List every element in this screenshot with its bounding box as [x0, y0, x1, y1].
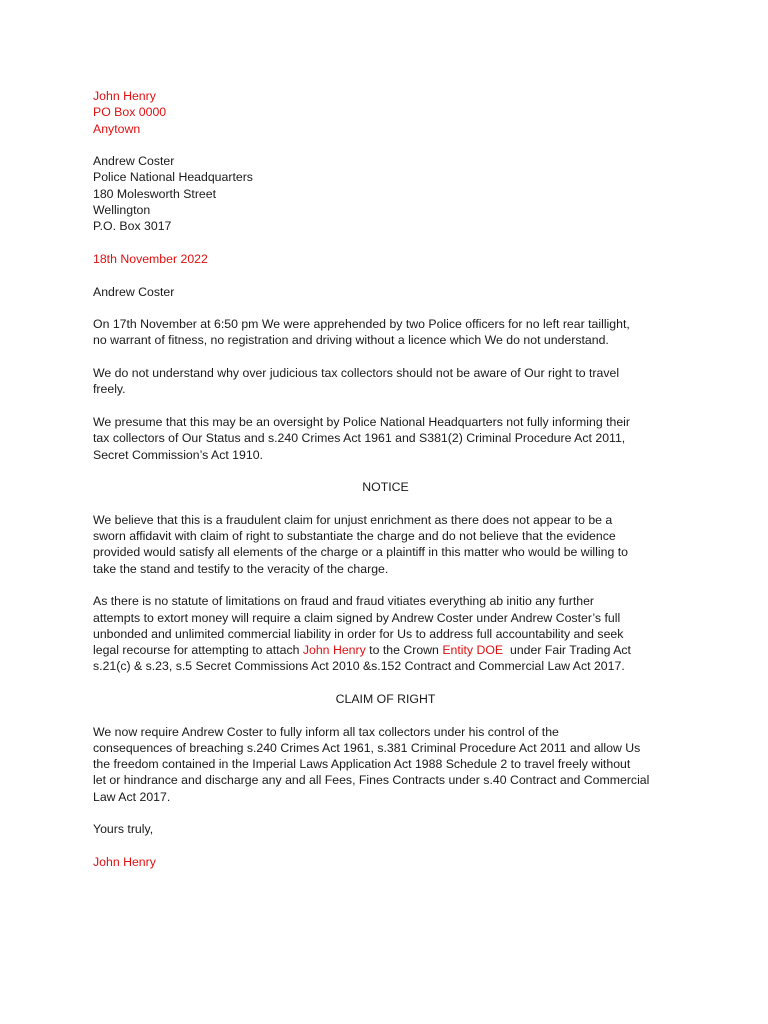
- paragraph-right-to-travel: [93, 365, 678, 398]
- paragraph-line: no warrant of fitness, no registration and driving without a licence which We do not understand.: [93, 333, 609, 348]
- paragraph-line: We presume that this may be an oversight by Police National Headquarters not fully informing their: [93, 414, 631, 429]
- paragraph-line-mixed: [93, 642, 678, 658]
- text-fragment: to the Crown: [365, 643, 443, 658]
- paragraph-line: tax collectors of Our Status and s.240 Crimes Act 1961 and S381(2) Criminal Procedure Act 2011,: [93, 431, 626, 446]
- recipient-street: 180 Molesworth Street: [93, 186, 217, 201]
- paragraph-statute: [93, 593, 678, 674]
- paragraph-line: unbonded and unlimited commercial liability in order for Us to address full accountability and seek: [93, 626, 624, 641]
- paragraph-line: provided would satisfy all elements of the charge or a plaintiff in this matter who would be willing to: [93, 545, 628, 560]
- paragraph-fraudulent-claim: [93, 512, 678, 577]
- text-fragment: legal recourse for attempting to attach: [93, 643, 303, 658]
- paragraph-line: the freedom contained in the Imperial Laws Application Act 1988 Schedule 2 to travel freely without: [93, 757, 631, 772]
- paragraph-line: Law Act 2017.: [93, 789, 171, 804]
- paragraph-oversight: [93, 414, 678, 463]
- paragraph-line: We believe that this is a fraudulent claim for unjust enrichment as there does not appear to be a: [93, 512, 613, 527]
- sender-address: [93, 88, 678, 137]
- recipient-address: [93, 153, 678, 234]
- paragraph-line: consequences of breaching s.240 Crimes Act 1961, s.381 Criminal Procedure Act 2011 and allow Us: [93, 740, 641, 755]
- paragraph-line: Secret Commission’s Act 1910.: [93, 447, 263, 462]
- paragraph-line: take the stand and testify to the veracity of the charge.: [93, 561, 389, 576]
- paragraph-apprehension: [93, 316, 678, 349]
- letter-date: 18th November 2022: [93, 251, 208, 266]
- paragraph-line: sworn affidavit with claim of right to substantiate the charge and do not believe that the evidence: [93, 529, 616, 544]
- recipient-name: Andrew Coster: [93, 154, 175, 169]
- signature-name: John Henry: [93, 854, 156, 869]
- recipient-po-box: P.O. Box 3017: [93, 219, 172, 234]
- paragraph-line: We now require Andrew Coster to fully inform all tax collectors under his control of the: [93, 724, 559, 739]
- recipient-org: Police National Headquarters: [93, 170, 253, 185]
- highlighted-entity: Entity DOE: [442, 643, 504, 658]
- sender-town: Anytown: [93, 121, 141, 136]
- sender-name: John Henry: [93, 89, 156, 103]
- text-fragment: under Fair Trading Act: [503, 643, 631, 658]
- highlighted-name: John Henry: [302, 643, 366, 658]
- salutation: Andrew Coster: [93, 284, 175, 299]
- recipient-city: Wellington: [93, 203, 151, 218]
- notice-heading: NOTICE: [362, 480, 409, 495]
- sender-po-box: PO Box 0000: [93, 105, 167, 120]
- paragraph-line: attempts to extort money will require a claim signed by Andrew Coster under Andrew Coster’s full: [93, 610, 621, 625]
- paragraph-line: freely.: [93, 382, 126, 397]
- claim-of-right-heading: CLAIM OF RIGHT: [335, 691, 436, 706]
- paragraph-line: let or hindrance and discharge any and all Fees, Fines Contracts under s.40 Contract and Commercial: [93, 773, 650, 788]
- closing: Yours truly,: [93, 822, 154, 837]
- paragraph-requirement: [93, 724, 678, 805]
- paragraph-line: We do not understand why over judicious tax collectors should not be aware of Our right to travel: [93, 366, 620, 381]
- paragraph-line: On 17th November at 6:50 pm We were apprehended by two Police officers for no left rear taillight,: [93, 317, 630, 332]
- paragraph-line: s.21(c) & s.23, s.5 Secret Commissions Act 2010 &s.152 Contract and Commercial Law Act 2017.: [93, 659, 625, 674]
- paragraph-line: As there is no statute of limitations on fraud and fraud vitiates everything ab initio any further: [93, 594, 595, 609]
